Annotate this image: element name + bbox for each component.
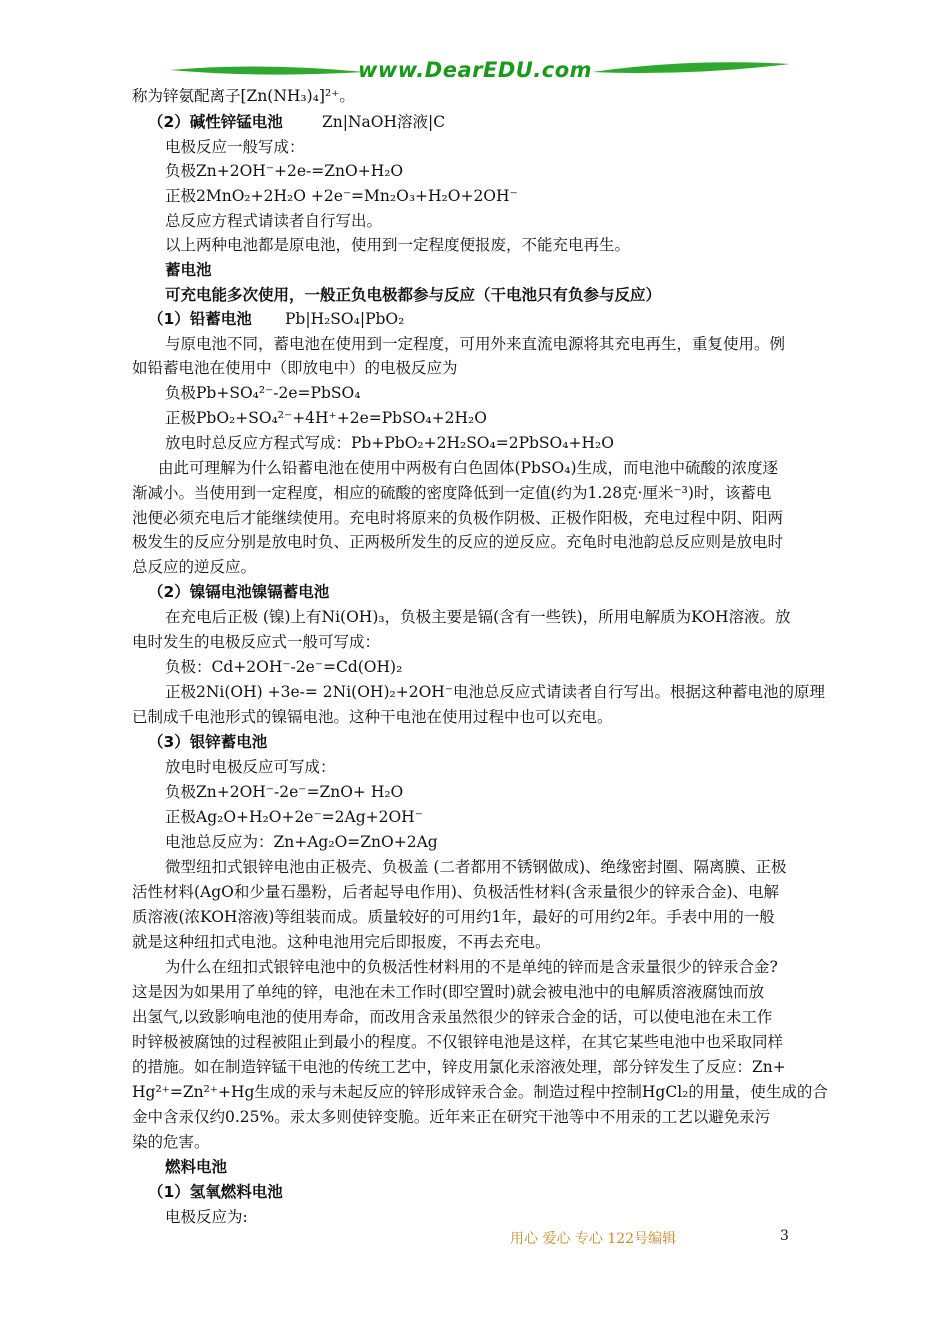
text-line: 池便必须充电后才能继续使用。充电时将原来的负极作阴极、正极作阳极，充电过程中阴、阳两 xyxy=(132,509,784,527)
text-line: 称为锌氨配离子[Zn(NH₃)₄]²⁺。 xyxy=(132,87,355,105)
text-line: 负极：Cd+2OH⁻-2e⁻=Cd(OH)₂ xyxy=(165,658,403,676)
text-line: 与原电池不同，蓄电池在使用到一定程度，可用外来直流电源将其充电再生，重复使用。例 xyxy=(165,335,786,353)
section-heading: 蓄电池 xyxy=(165,261,212,279)
text-line: 负极Zn+2OH⁻+2e-=ZnO+H₂O xyxy=(165,162,404,180)
text-line: 负极Zn+2OH⁻-2e⁻=ZnO+ H₂O xyxy=(165,783,404,801)
text-line: 就是这种纽扣式电池。这种电池用完后即报废，不再去充电。 xyxy=(132,933,551,951)
text-line: 以上两种电池都是原电池，使用到一定程度便报废，不能充电再生。 xyxy=(165,236,631,254)
section-heading: （2）镍镉电池镍镉蓄电池 xyxy=(148,583,330,601)
section-heading: 燃料电池 xyxy=(165,1158,228,1176)
text-line: 为什么在纽扣式银锌电池中的负极活性材料用的不是单纯的锌而是含汞量很少的锌汞合金? xyxy=(165,958,778,976)
text-line: 已制成千电池形式的镍镉电池。这种干电池在使用过程中也可以充电。 xyxy=(132,708,613,726)
text-line: 出氢气,以致影响电池的使用寿命，而改用含汞虽然很少的锌汞合金的话，可以使电池在未工作 xyxy=(132,1008,773,1026)
section-heading: （2）碱性锌锰电池 xyxy=(148,113,283,131)
text-line: Zn|NaOH溶液|C xyxy=(322,113,446,131)
page-header xyxy=(0,0,950,90)
text-line: 总反应方程式请读者自行写出。 xyxy=(165,212,383,230)
text-line: 放电时总反应方程式写成：Pb+PbO₂+2H₂SO₄=2PbSO₄+H₂O xyxy=(165,434,614,452)
text-line: 活性材料(AgO和少量石墨粉，后者起导电作用)、负极活性材料(含汞量很少的锌汞合金)、电解 xyxy=(132,883,780,901)
text-line: Hg²⁺=Zn²⁺+Hg生成的汞与未起反应的锌形成锌汞合金。制造过程中控制HgCl₂的用量，使生成的合 xyxy=(132,1083,828,1101)
text-line: 电池总反应为：Zn+Ag₂O=ZnO+2Ag xyxy=(165,833,438,851)
text-line: 电极反应一般写成： xyxy=(165,138,305,156)
text-line: Pb|H₂SO₄|PbO₂ xyxy=(285,310,405,328)
section-heading: （1）铅蓄电池 xyxy=(148,310,252,328)
text-line: 放电时电极反应可写成： xyxy=(165,758,336,776)
site-logo-text: www.DearEDU.com xyxy=(357,58,593,82)
text-line: 由此可理解为什么铅蓄电池在使用中两极有白色固体(PbSO₄)生成，而电池中硫酸的浓度逐 xyxy=(158,459,778,477)
text-line: 的措施。如在制造锌锰干电池的传统工艺中，锌皮用氯化汞溶液处理，部分锌发生了反应：Zn+ xyxy=(132,1058,786,1076)
text-line: 在充电后正极 (镍)上有Ni(OH)₃，负极主要是镉(含有一些铁)，所用电解质为KOH溶液。放 xyxy=(165,608,791,626)
text-line: 金中含汞仅约0.25%。汞太多则使锌变脆。近年来正在研究干池等中不用汞的工艺以避免汞污 xyxy=(132,1108,771,1126)
section-heading: （1）氢氧燃料电池 xyxy=(148,1183,283,1201)
text-line: 电极反应为: xyxy=(165,1208,248,1226)
text-line: 正极2Ni(OH) +3e-= 2Ni(OH)₂+2OH⁻电池总反应式请读者自行写出。根据这种蓄电池的原理 xyxy=(165,683,825,701)
text-line: 总反应的逆反应。 xyxy=(132,558,257,576)
footer-credit: 用心 爱心 专心 122号编辑 xyxy=(510,1231,677,1247)
text-line: 如铅蓄电池在使用中（即放电中）的电极反应为 xyxy=(132,359,458,377)
text-line: 质溶液(浓KOH溶液)等组装而成。质量较好的可用约1年，最好的可用约2年。手表中用的一般 xyxy=(132,908,775,926)
text-line: 染的危害。 xyxy=(132,1133,210,1151)
text-line: 负极Pb+SO₄²⁻-2e=PbSO₄ xyxy=(165,384,361,402)
text-line: 正极PbO₂+SO₄²⁻+4H⁺+2e=PbSO₄+2H₂O xyxy=(165,409,487,427)
text-line: 渐减小。当使用到一定程度，相应的硫酸的密度降低到一定值(约为1.28克·厘米⁻³)时，该蓄电 xyxy=(132,484,772,502)
text-line: 极发生的反应分别是放电时负、正两极所发生的反应的逆反应。充龟时电池韵总反应则是放电时 xyxy=(132,533,784,551)
text-line: 正极2MnO₂+2H₂O +2e⁻=Mn₂O₃+H₂O+2OH⁻ xyxy=(165,187,518,205)
text-line: 时锌极被腐蚀的过程被阻止到最小的程度。不仅银锌电池是这样，在其它某些电池中也采取同样 xyxy=(132,1033,784,1051)
text-line: 电时发生的电极反应式一般可写成： xyxy=(132,633,381,651)
text-line: 微型纽扣式银锌电池由正极壳、负极盖 (二者都用不锈钢做成)、绝缘密封圈、隔离膜、正极 xyxy=(165,858,787,876)
text-line: 正极Ag₂O+H₂O+2e⁻=2Ag+2OH⁻ xyxy=(165,808,423,826)
section-heading: （3）银锌蓄电池 xyxy=(148,733,268,751)
section-subheading: 可充电能多次使用，一般正负电极都参与反应（干电池只有负参与反应） xyxy=(165,286,662,304)
page-number: 3 xyxy=(780,1228,789,1244)
text-line: 这是因为如果用了单纯的锌，电池在未工作时(即空置时)就会被电池中的电解质溶液腐蚀而放 xyxy=(132,983,765,1001)
